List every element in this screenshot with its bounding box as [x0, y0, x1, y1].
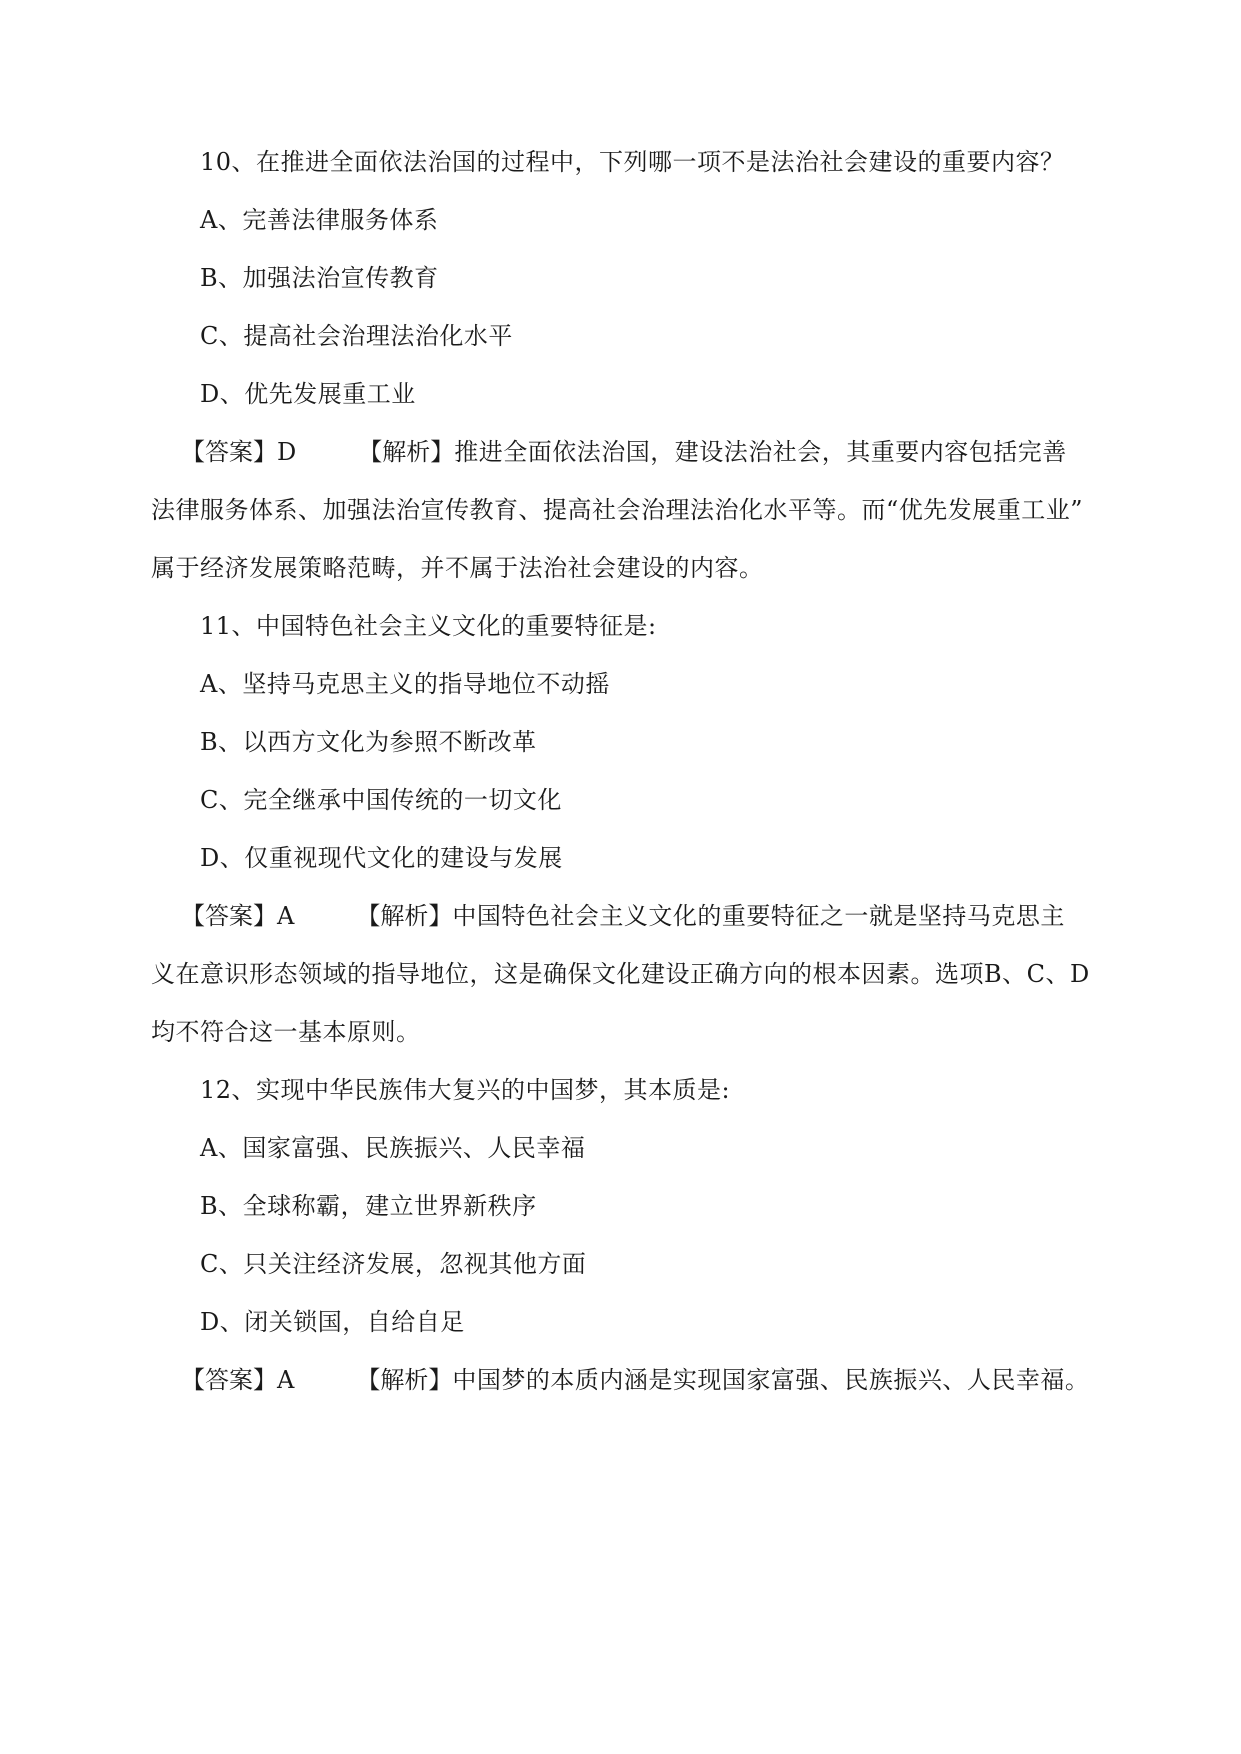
question-11-stem: 11、中国特色社会主义文化的重要特征是:	[200, 612, 657, 640]
question-12-option-b: B、全球称霸，建立世界新秩序	[200, 1192, 537, 1220]
question-11-option-c: C、完全继承中国传统的一切文化	[200, 786, 562, 814]
question-10-stem: 10、在推进全面依法治国的过程中，下列哪一项不是法治社会建设的重要内容？	[200, 148, 1065, 176]
question-11-analysis-line-3: 均不符合这一基本原则。	[151, 1018, 421, 1046]
question-10-answer-line	[181, 436, 1067, 468]
question-12-option-c: C、只关注经济发展，忽视其他方面	[200, 1250, 587, 1278]
question-11-answer-line	[181, 900, 1065, 932]
answer-tag: 【答案】D	[181, 438, 297, 466]
question-10-option-a: A、完善法律服务体系	[200, 206, 439, 234]
analysis-tag: 【解析】	[358, 438, 455, 466]
analysis-text: 中国特色社会主义文化的重要特征之一就是坚持马克思主	[452, 902, 1065, 930]
question-11-option-d: D、仅重视现代文化的建设与发展	[200, 844, 563, 872]
question-12-option-a: A、国家富强、民族振兴、人民幸福	[200, 1134, 586, 1162]
question-12-option-d: D、闭关锁国，自给自足	[200, 1308, 465, 1336]
analysis-text: 推进全面依法治国，建设法治社会，其重要内容包括完善	[454, 438, 1067, 466]
question-10-option-c: C、提高社会治理法治化水平	[200, 322, 513, 350]
question-12-answer-line	[181, 1364, 1089, 1396]
analysis-tag: 【解析】	[356, 902, 453, 930]
answer-tag: 【答案】A	[181, 902, 295, 930]
question-11-option-a: A、坚持马克思主义的指导地位不动摇	[200, 670, 610, 698]
question-12-stem: 12、实现中华民族伟大复兴的中国梦，其本质是:	[200, 1076, 731, 1104]
analysis-tag: 【解析】	[356, 1366, 453, 1394]
question-10-analysis-line-2: 法律服务体系、加强法治宣传教育、提高社会治理法治化水平等。而“优先发展重工业”	[151, 496, 1084, 524]
question-10-analysis-line-3: 属于经济发展策略范畴，并不属于法治社会建设的内容。	[151, 554, 764, 582]
question-10-option-b: B、加强法治宣传教育	[200, 264, 439, 292]
question-11-option-b: B、以西方文化为参照不断改革	[200, 728, 537, 756]
question-11-analysis-line-2: 义在意识形态领域的指导地位，这是确保文化建设正确方向的根本因素。选项B、C、D	[151, 960, 1090, 988]
answer-tag: 【答案】A	[181, 1366, 295, 1394]
question-10-option-d: D、优先发展重工业	[200, 380, 416, 408]
analysis-text: 中国梦的本质内涵是实现国家富强、民族振兴、人民幸福。	[452, 1366, 1090, 1394]
